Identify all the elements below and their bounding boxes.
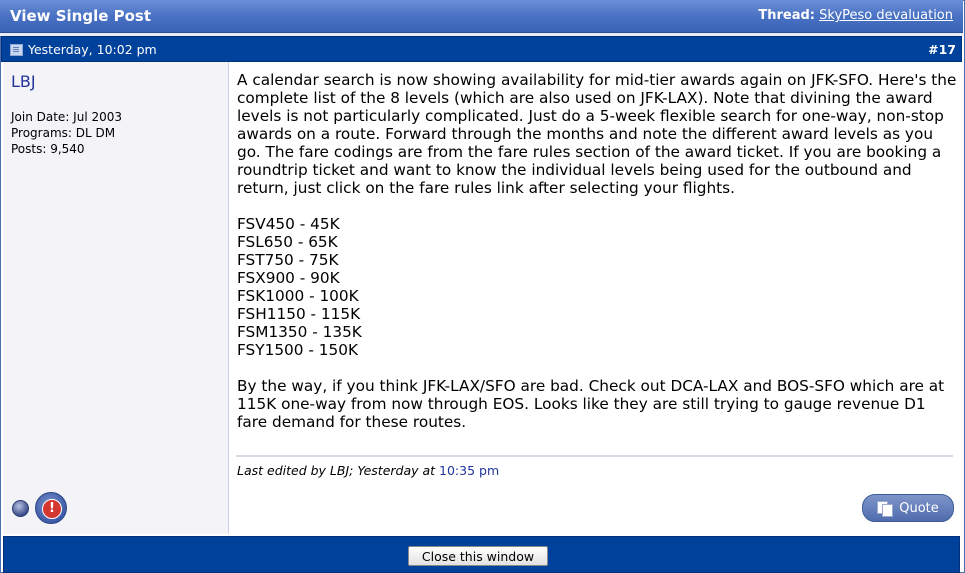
post-date-text: Yesterday, 10:02 pm bbox=[28, 42, 157, 57]
list-item: FSK1000 - 100K bbox=[237, 287, 359, 305]
report-post-icon: ! bbox=[42, 499, 62, 519]
quote-button[interactable] bbox=[862, 494, 954, 522]
edited-time: 10:35 pm bbox=[439, 463, 500, 478]
list-item: FST750 - 75K bbox=[237, 251, 339, 269]
post-date bbox=[10, 42, 157, 57]
list-item: FSH1150 - 115K bbox=[237, 305, 361, 323]
offline-status-icon bbox=[12, 500, 29, 517]
close-window-button[interactable]: Close this window bbox=[408, 546, 548, 566]
post-number-link[interactable]: #17 bbox=[928, 42, 956, 57]
report-post-button[interactable] bbox=[35, 492, 67, 524]
post-header-bar bbox=[1, 36, 962, 62]
edited-prefix: Last edited by LBJ; Yesterday at bbox=[237, 463, 436, 478]
list-item: FSM1350 - 135K bbox=[237, 323, 362, 341]
list-item: FSX900 - 90K bbox=[237, 269, 340, 287]
award-levels-list bbox=[237, 215, 957, 359]
post-paragraph-2: By the way, if you think JFK-LAX/SFO are bad. Check out DCA-LAX and BOS-SFO which are at 115K one-way from now through EOS. Looks like they are still trying to gauge revenue D1 fare demand for these routes. bbox=[237, 377, 945, 431]
last-edited-note bbox=[237, 463, 499, 478]
page-title: View Single Post bbox=[10, 7, 152, 25]
page-header bbox=[0, 0, 963, 33]
username-link[interactable]: LBJ bbox=[11, 72, 36, 91]
footer-bar bbox=[3, 536, 960, 573]
join-date: Join Date: Jul 2003 bbox=[11, 110, 123, 124]
post-document-icon bbox=[10, 44, 23, 56]
thread-info bbox=[758, 8, 953, 23]
user-details bbox=[11, 109, 122, 157]
edit-divider bbox=[236, 455, 953, 457]
post-count: Posts: 9,540 bbox=[11, 142, 85, 156]
list-item: FSL650 - 65K bbox=[237, 233, 338, 251]
post-paragraph-1: A calendar search is now showing availability for mid-tier awards again on JFK-SFO. Here's the complete list of the 8 levels (which are also used on JFK-LAX). Note that divining the award levels is not particularly complicated. Just do a 5-week flexible search for one-way, non-stop awards on a route. Forward through the months and note the different award levels as you go. The fare codings are from the fare rules section of the award ticket. If you are booking a roundtrip ticket and want to know the individual levels being used for the outbound and return, just click on the fare rules link after selecting your flights. bbox=[237, 71, 957, 197]
quote-icon bbox=[877, 501, 893, 515]
user-info-pane bbox=[3, 62, 229, 534]
quote-label: Quote bbox=[899, 500, 939, 516]
thread-link[interactable]: SkyPeso devaluation bbox=[819, 8, 953, 23]
programs: Programs: DL DM bbox=[11, 126, 116, 140]
post-body bbox=[237, 71, 957, 431]
thread-label: Thread: bbox=[758, 8, 815, 23]
list-item: FSY1500 - 150K bbox=[237, 341, 358, 359]
list-item: FSV450 - 45K bbox=[237, 215, 340, 233]
